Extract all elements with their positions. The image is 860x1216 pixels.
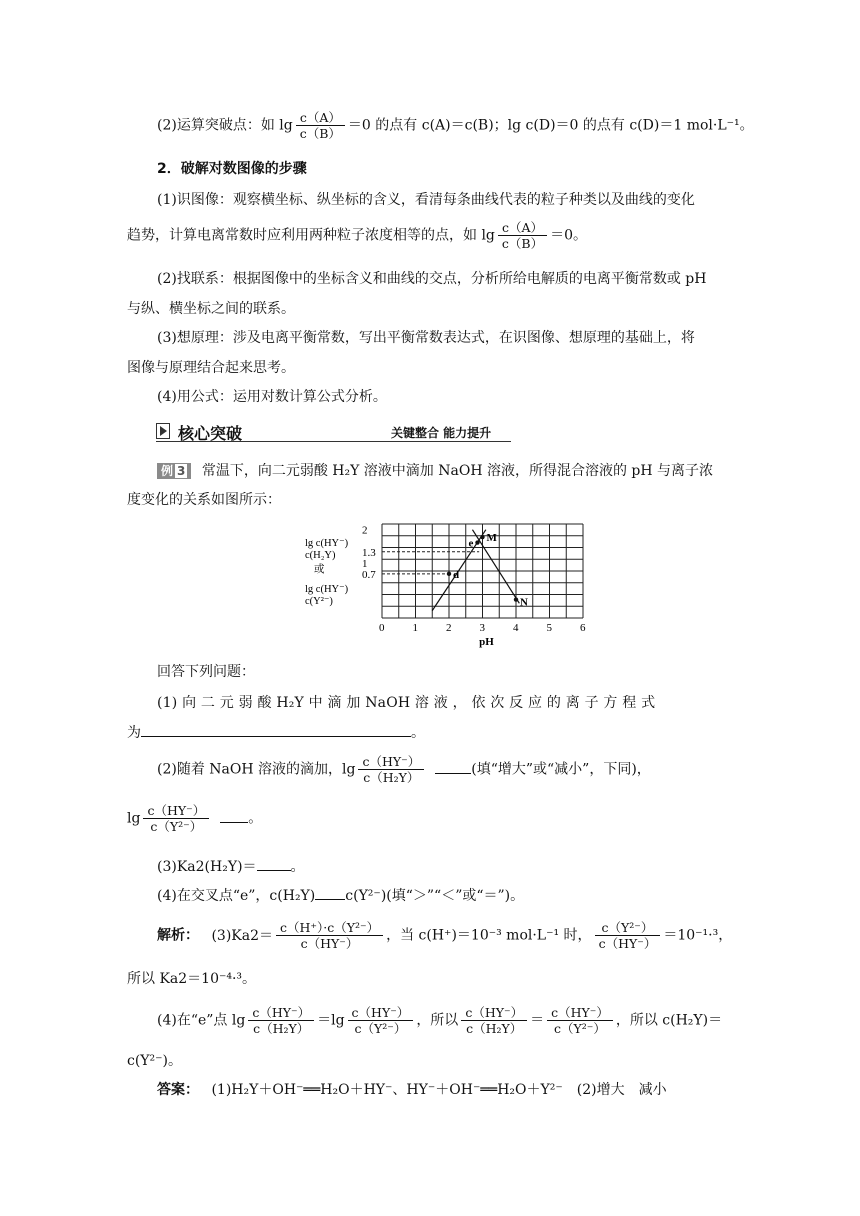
fraction: $\frac{c(HY^-)}{\text{c（H₂Y）}}$ — [461, 1005, 527, 1036]
answer-blank[interactable] — [315, 887, 345, 900]
q2-line: (2)随着 NaOH 溶液的滴加，lg $\frac{c(HY^-)}{\text{c（H₂Y）}}$ (填“增大”或“减小”，下同)， — [157, 754, 651, 785]
fraction: $\frac{\text{c（Y²⁻）}}{c(HY^-)}$ — [595, 920, 661, 951]
y-tick-label: 2 — [362, 524, 368, 537]
x-tick-label: 3 — [479, 622, 485, 634]
answer-blank[interactable] — [220, 810, 248, 823]
step4-line: (4)用公式：运用对数计算公式分析。 — [157, 389, 387, 405]
fraction: $\frac{c(HY^-)}{\text{c（H₂Y）}}$ — [358, 754, 424, 785]
step1-line2: 趋势，计算电离常数时应利用两种粒子浓度相等的点，如 lg $\frac{c(A)}{c(B)}$ ＝0。 — [127, 220, 587, 251]
tick-labels — [362, 525, 586, 648]
example-badge: 例 3 — [157, 463, 191, 479]
y-tick-label: 1 — [362, 557, 368, 570]
x-tick-label: 1 — [412, 622, 418, 634]
analysis-line4: c(Y²⁻)。 — [127, 1053, 183, 1069]
analysis-line2: 所以 Ka2＝10⁻⁴·³。 — [127, 971, 257, 987]
q4-line: (4)在交叉点“e”，c(H₂Y) c(Y²⁻)(填“＞”“＜”或“＝”)。 — [157, 888, 525, 904]
fraction: $\frac{c(A)}{c(B)}$ — [498, 220, 547, 251]
y-axis-label — [305, 538, 349, 607]
analysis-line1: 解析： (3)Ka2＝ $\frac{\text{c（H⁺）·c（Y²⁻）}}{c(HY^-)}$ ，当 c(H⁺)＝10⁻³ mol·L⁻¹ 时， $\frac{\text{c（Y²⁻）}}{c(HY^-)}$ ＝10⁻¹·³， — [157, 920, 733, 951]
step2-line2: 与纵、横坐标之间的联系。 — [127, 301, 295, 317]
play-arrow-icon — [156, 423, 170, 439]
point-d — [447, 572, 451, 576]
point-label-N: N — [520, 596, 528, 609]
answer-line: 答案： (1)H₂Y＋OH⁻══H₂O＋HY⁻、HY⁻＋OH⁻══H₂O＋Y²⁻ (2)增大 减小 — [157, 1082, 667, 1098]
step2-line1: (2)找联系：根据图像中的坐标含义和曲线的交点，分析所给电解质的电离平衡常数或 pH — [157, 271, 707, 287]
fraction: $\frac{c(HY^-)}{\text{c（Y²⁻）}}$ — [348, 1005, 414, 1036]
banner-title: 核心突破 — [178, 424, 243, 443]
point-N — [514, 597, 518, 601]
x-tick-label: 0 — [379, 622, 385, 634]
answer-blank[interactable] — [435, 761, 471, 774]
point-e — [475, 540, 479, 544]
y-axis-label-line: 或 — [314, 564, 325, 575]
q1-line2: 为 。 — [127, 725, 425, 741]
core-breakthrough-banner — [156, 421, 511, 442]
x-tick-label: 6 — [580, 622, 586, 634]
x-tick-label: 4 — [513, 622, 519, 634]
x-tick-label: 2 — [446, 622, 452, 634]
answer-blank[interactable] — [141, 724, 411, 737]
step1-line1: (1)识图像：观察横坐标、纵坐标的含义，看清每条曲线代表的粒子种类以及曲线的变化 — [157, 192, 695, 208]
q2b-line: lg $\frac{c(HY^-)}{\text{c（Y²⁻）}}$ 。 — [127, 803, 263, 834]
answer-blank[interactable] — [257, 858, 291, 871]
answer-label: 答案： — [157, 1082, 199, 1098]
y-axis-label-line: c(H₂Y) — [305, 550, 336, 561]
banner-subtitle: 关键整合 能力提升 — [391, 426, 492, 440]
questions-intro: 回答下列问题： — [157, 664, 255, 680]
analysis-line3: (4)在“e”点 lg $\frac{c(HY^-)}{\text{c（H₂Y）}}$ ＝lg $\frac{c(HY^-)}{\text{c（Y²⁻）}}$ ，所以 $\frac{c(HY^-)}{\text{c（H₂Y）}}$ ＝ $\frac{c(HY^-)}{\text{c（Y²⁻）}}$ ，所以 c(H₂Y)＝ — [157, 1005, 723, 1036]
fraction: $\frac{c(HY^-)}{\text{c（H₂Y）}}$ — [248, 1005, 314, 1036]
y-axis-label-line: lg c(HY⁻) — [305, 584, 349, 595]
fraction: $\frac{c(A)}{c(B)}$ — [296, 110, 345, 141]
q3-line: (3)Ka2(H₂Y)＝ 。 — [157, 859, 305, 875]
example-line2: 度变化的关系如图所示： — [127, 492, 281, 508]
y-axis-label-line: lg c(HY⁻) — [305, 538, 349, 549]
y-axis-label-line: c(Y²⁻) — [305, 596, 333, 607]
q1-line1: (1) 向 二 元 弱 酸 H₂Y 中 滴 加 NaOH 溶 液 ， 依 次 反 应 的 离 子 方 程 式 — [157, 695, 656, 711]
step3-line1: (3)想原理：涉及电离平衡常数，写出平衡常数表达式，在识图像、想原理的基础上，将 — [157, 330, 695, 346]
point-M — [480, 535, 484, 539]
calc-point-line: (2)运算突破点：如 lg $\frac{c(A)}{c(B)}$ ＝0 的点有 c(A)＝c(B)；lg c(D)＝0 的点有 c(D)＝1 mol·L⁻¹。 — [157, 110, 754, 141]
example-line1: 例 3 常温下，向二元弱酸 H₂Y 溶液中滴加 NaOH 溶液，所得混合溶液的 pH 与离子浓 — [157, 460, 713, 480]
fraction: $\frac{c(HY^-)}{\text{c（Y²⁻）}}$ — [143, 803, 209, 834]
point-label-e: e — [468, 537, 474, 550]
fraction: $\frac{c(HY^-)}{\text{c（Y²⁻）}}$ — [547, 1005, 613, 1036]
x-axis-label: pH — [479, 636, 494, 648]
y-tick-label: 1.3 — [362, 546, 376, 559]
point-label-d: d — [453, 568, 460, 581]
point-label-M: M — [486, 532, 497, 545]
ph-concentration-chart — [300, 518, 600, 653]
fraction: $\frac{\text{c（H⁺）·c（Y²⁻）}}{c(HY^-)}$ — [276, 920, 383, 951]
y-tick-label: 0.7 — [362, 568, 376, 581]
analysis-label: 解析： — [157, 927, 199, 944]
section-heading: 2．破解对数图像的步骤 — [157, 161, 307, 177]
x-tick-label: 5 — [546, 622, 552, 634]
step3-line2: 图像与原理结合起来思考。 — [127, 360, 295, 376]
